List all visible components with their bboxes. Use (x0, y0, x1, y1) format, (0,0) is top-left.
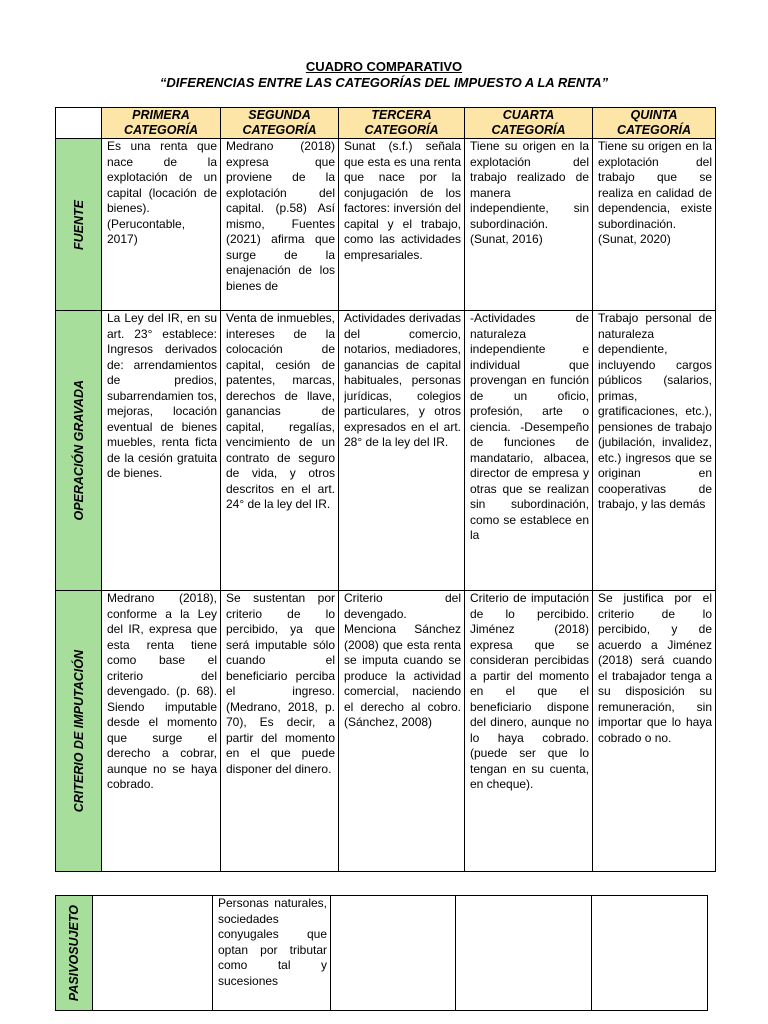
document-title: CUADRO COMPARATIVO (305, 59, 463, 74)
cell-operacion-tercera: Actividades derivadas del comercio, notarios, mediadores, ganancias de capital habituales, personas jurídicas, colegios particulares, y otros expresados en el art. 28° de la ley del IR. (339, 311, 465, 591)
cell-operacion-primera: La Ley del IR, en su art. 23° establece: Ingresos derivados de: arrendamientos de predios, subarrendamien tos, mejoras, locación eventual de bienes muebles, renta ficta de la cesión gratuita de bienes. (102, 311, 221, 591)
cell-sujeto-segunda: Personas naturales, sociedades conyugales que optan por tributar como tal y sucesiones (213, 896, 331, 1011)
cell-criterio-quinta: Se justifica por el criterio de lo percibido, y de acuerdo a Jiménez (2018) será cuando el trabajador tenga a su disposición su remuneración, sin importar que lo haya cobrado o no. (593, 591, 716, 872)
cell-sujeto-tercera (331, 896, 456, 1011)
table-row-operacion (56, 311, 716, 591)
cell-operacion-segunda: Venta de inmuebles, intereses de la colocación de capital, cesión de patentes, marcas, derechos de llave, ganancias de capital, regalías, vencimiento de un contrato de seguro de vida, y otros descritos en el art. 24° de la ley del IR. (221, 311, 339, 591)
cell-sujeto-quinta (592, 896, 708, 1011)
header-corner (56, 108, 102, 139)
cell-criterio-primera: Medrano (2018), conforme a la Ley del IR, expresa que esta renta tiene como base el criterio del devengado. (p. 68). Siendo imputable desde el momento que surge el derecho a cobrar, aunque no se haya cobrado. (102, 591, 221, 872)
header-row (56, 108, 716, 139)
row-label-pasivo-sujeto: PASIVOSUJETO (56, 896, 93, 1011)
comparison-table (55, 107, 716, 872)
cell-operacion-quinta: Trabajo personal de naturaleza dependiente, incluyendo cargos públicos (salarios, primas, gratificaciones, etc.), pensiones de trabajo (jubilación, invalidez, etc.) ingresos que se originan en cooperativas de trabajo, y las demás (593, 311, 716, 591)
table-row-pasivo-sujeto (56, 896, 708, 1011)
second-table (55, 895, 708, 1011)
cell-sujeto-cuarta (456, 896, 592, 1011)
cell-fuente-tercera: Sunat (s.f.) señala que esta es una renta que nace por la conjugación de los factores: inversión del capital y el trabajo, como las actividades empresariales. (339, 139, 465, 311)
cell-criterio-cuarta: Criterio de imputación de lo percibido. Jiménez (2018) expresa que se consideran percibidas a partir del momento en el que el beneficiario dispone del dinero, aunque no lo haya cobrado. (puede ser que lo tengan en su cuenta, en cheque). (465, 591, 593, 872)
cell-fuente-cuarta: Tiene su origen en la explotación del trabajo realizado de manera independiente, sin subordinación. (Sunat, 2016) (465, 139, 593, 311)
row-label-fuente: FUENTE (56, 139, 102, 311)
cell-operacion-cuarta: -Actividades de naturaleza independiente e individual que provengan en función de un oficio, profesión, arte o ciencia. -Desempeño de funciones de mandatario, albacea, director de empresa y otras que se realizan sin subordinación, como se establece en la (465, 311, 593, 591)
cell-fuente-segunda: Medrano (2018) expresa que proviene de la explotación del capital. (p.58) Así mismo, Fuentes (2021) afirma que surge de la enajenación de los bienes de (221, 139, 339, 311)
table-row-fuente (56, 139, 716, 311)
header-primera: PRIMERA CATEGORÍA (102, 108, 221, 139)
row-label-criterio-imputacion: CRITERIO DE IMPUTACIÓN (56, 591, 102, 872)
row-label-operacion-gravada: OPERACIÓN GRAVADA (56, 311, 102, 591)
document-title-block (0, 59, 768, 91)
header-tercera: TERCERA CATEGORÍA (339, 108, 465, 139)
header-cuarta: CUARTA CATEGORÍA (465, 108, 593, 139)
cell-fuente-quinta: Tiene su origen en la explotación del trabajo que se realiza en calidad de dependencia, existe subordinación. (Sunat, 2020) (593, 139, 716, 311)
header-segunda: SEGUNDA CATEGORÍA (221, 108, 339, 139)
header-quinta: QUINTA CATEGORÍA (593, 108, 716, 139)
document-subtitle: “DIFERENCIAS ENTRE LAS CATEGORÍAS DEL IMPUESTO A LA RENTA” (159, 75, 609, 90)
cell-fuente-primera: Es una renta que nace de la explotación de un capital (locación de bienes). (Perucontable, 2017) (102, 139, 221, 311)
cell-criterio-tercera: Criterio del devengado. Menciona Sánchez (2008) que esta renta se imputa cuando se produce la actividad comercial, naciendo el derecho al cobro. (Sánchez, 2008) (339, 591, 465, 872)
cell-sujeto-primera (93, 896, 213, 1011)
table-row-criterio (56, 591, 716, 872)
cell-criterio-segunda: Se sustentan por criterio de lo percibido, ya que será imputable sólo cuando el beneficiario perciba el ingreso. (Medrano, 2018, p. 70), Es decir, a partir del momento en el que puede disponer del dinero. (221, 591, 339, 872)
